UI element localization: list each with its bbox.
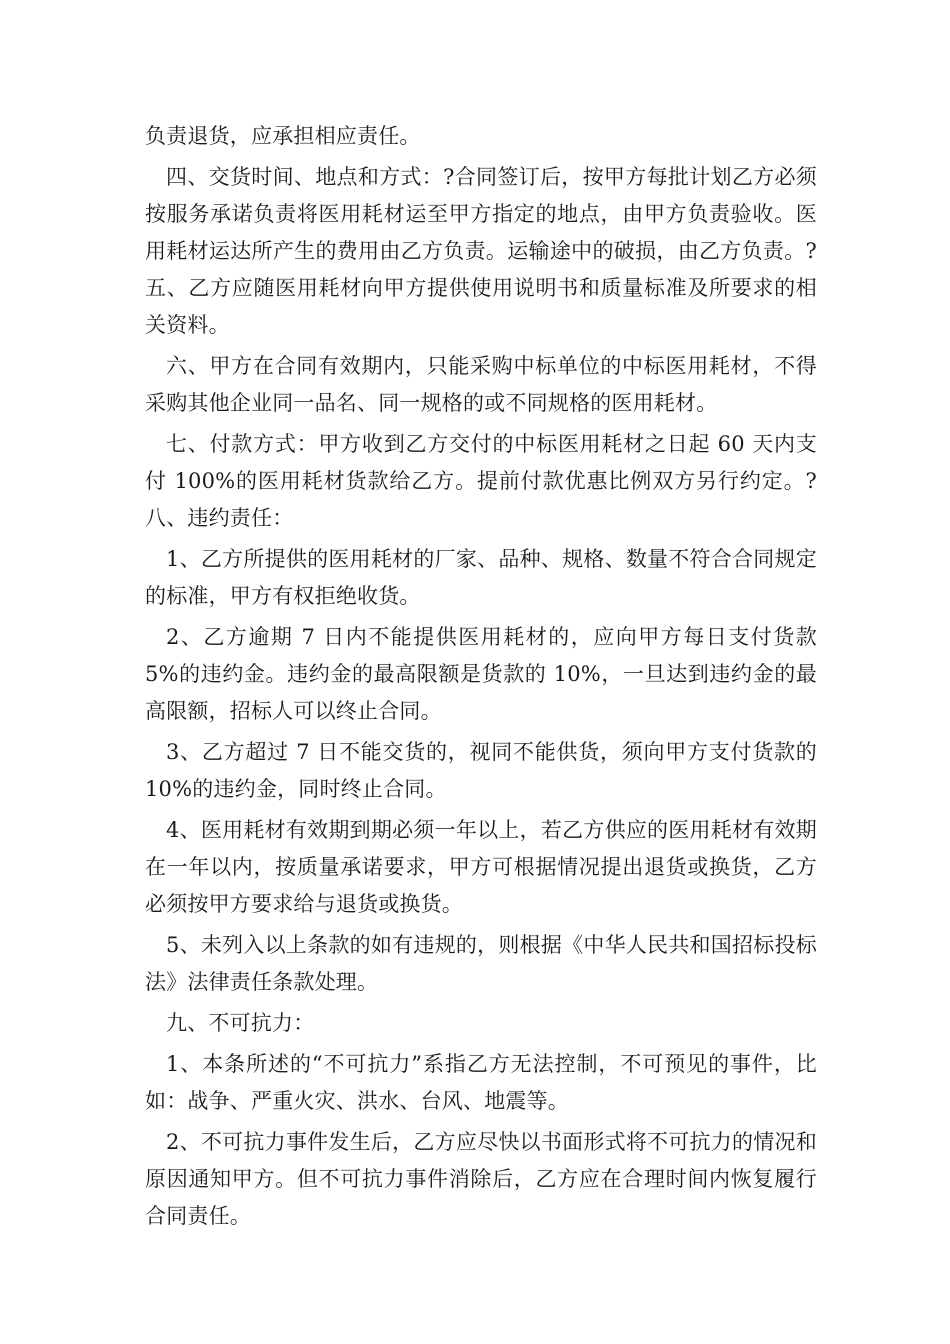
paragraph-breach-item-4: 4、医用耗材有效期到期必须一年以上，若乙方供应的医用耗材有效期在一年以内，按质量承诺要求，甲方可根据情况提出退货或换货，乙方必须按甲方要求给与退货或换货。 <box>145 818 817 916</box>
document-body <box>145 118 817 1239</box>
paragraph-force-majeure-item-1: 1、本条所述的“不可抗力”系指乙方无法控制，不可预见的事件，比如：战争、严重火灾、洪水、台风、地震等。 <box>145 1052 817 1113</box>
paragraph-breach-item-1: 1、乙方所提供的医用耗材的厂家、品种、规格、数量不符合合同规定的标准，甲方有权拒绝收货。 <box>145 547 817 608</box>
paragraph-force-majeure-heading: 九、不可抗力： <box>166 1011 315 1035</box>
paragraph-force-majeure-item-2: 2、不可抗力事件发生后，乙方应尽快以书面形式将不可抗力的情况和原因通知甲方。但不可抗力事件消除后，乙方应在合理时间内恢复履行合同责任。 <box>145 1130 817 1228</box>
paragraph-procurement-restriction: 六、甲方在合同有效期内，只能采购中标单位的中标医用耗材，不得采购其他企业同一品名、同一规格的或不同规格的医用耗材。 <box>145 354 817 415</box>
paragraph-breach-item-5: 5、未列入以上条款的如有违规的，则根据《中华人民共和国招标投标法》法律责任条款处理。 <box>145 933 817 994</box>
paragraph-return-responsibility: 负责退货，应承担相应责任。 <box>145 124 421 148</box>
paragraph-delivery-terms: 四、交货时间、地点和方式：?合同签订后，按甲方每批计划乙方必须按服务承诺负责将医用耗材运至甲方指定的地点，由甲方负责验收。医用耗材运达所产生的费用由乙方负责。运输途中的破损，由乙方负责。?五、乙方应随医用耗材向甲方提供使用说明书和质量标准及所要求的相关资料。 <box>145 165 817 337</box>
paragraph-breach-item-2: 2、乙方逾期 7 日内不能提供医用耗材的，应向甲方每日支付货款 5%的违约金。违约金的最高限额是货款的 10%，一旦达到违约金的最高限额，招标人可以终止合同。 <box>145 625 817 723</box>
paragraph-payment-method: 七、付款方式：甲方收到乙方交付的中标医用耗材之日起 60 天内支付 100%的医用耗材货款给乙方。提前付款优惠比例双方另行约定。?八、违约责任： <box>145 432 817 530</box>
paragraph-breach-item-3: 3、乙方超过 7 日不能交货的，视同不能供货，须向甲方支付货款的 10%的违约金，同时终止合同。 <box>145 740 817 801</box>
